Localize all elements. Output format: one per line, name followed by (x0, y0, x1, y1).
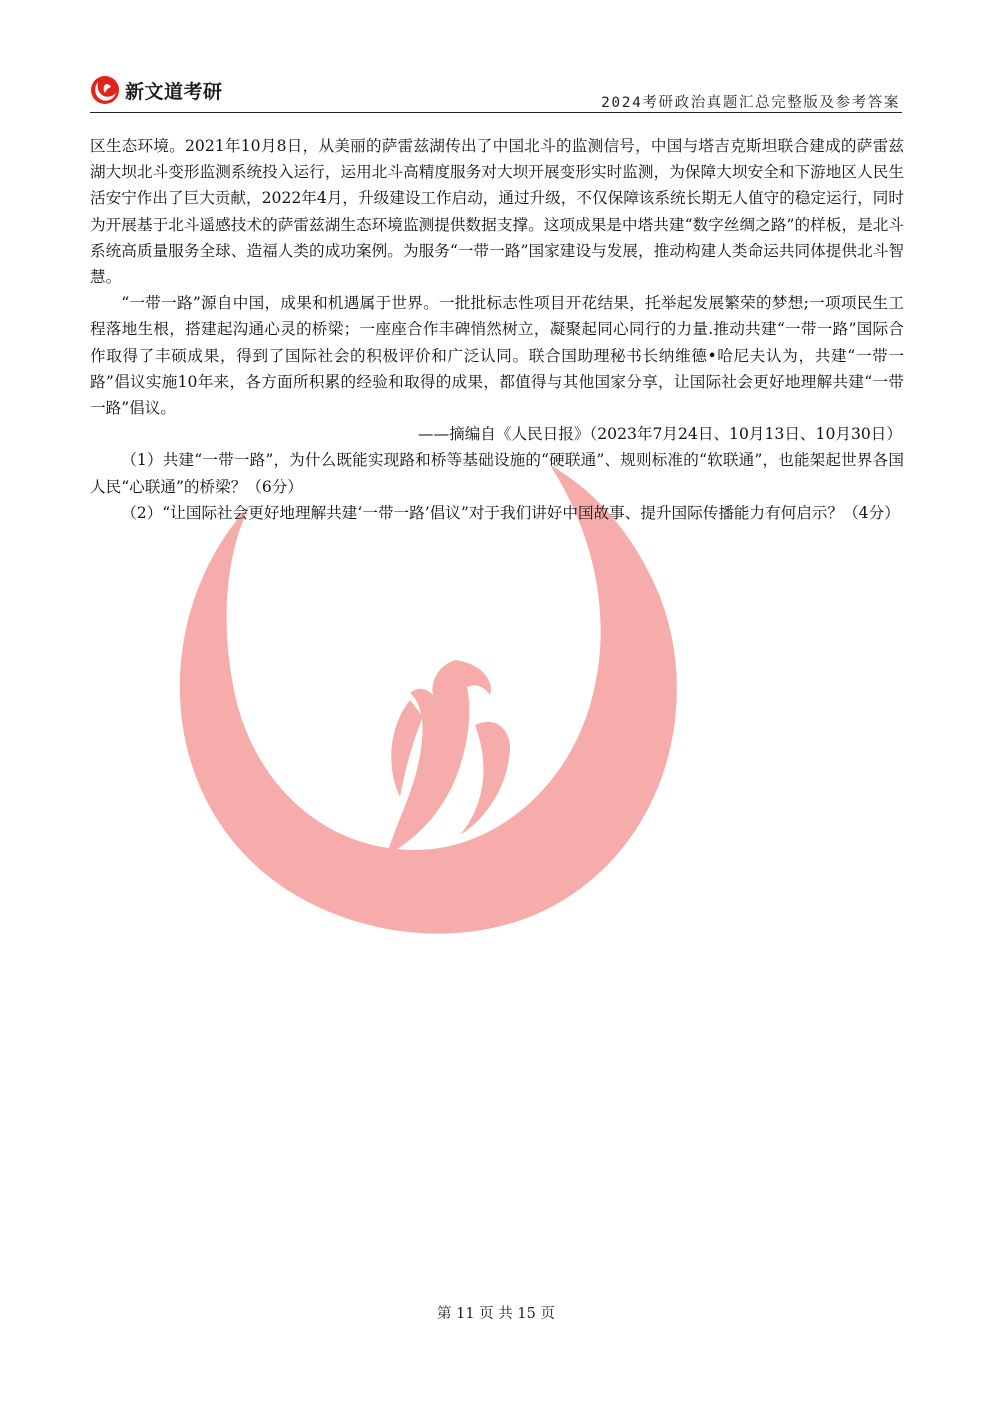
main-content (90, 133, 904, 526)
page-number: 第 11 页 共 15 页 (437, 1306, 555, 1322)
document-title: 2024考研政治真题汇总完整版及参考答案 (601, 95, 900, 111)
question-2: （2）“让国际社会更好地理解共建‘一带一路’倡议”对于我们讲好中国故事、提升国际传播能力有何启示？（4分） (121, 503, 900, 522)
body-paragraph-2: “一带一路”源自中国，成果和机遇属于世界。一批批标志性项目开花结果，托举起发展繁荣的梦想;一项项民生工程落地生根，搭建起沟通心灵的桥梁；一座座合作丰碑悄然树立，凝聚起同心同行的力量.推动共建“一带一路”国际合作取得了丰硕成果，得到了国际社会的积极评价和广泛认同。联合国助理秘书长纳维德•哈尼夫认为，共建“一带一路”倡议实施10年来，各方面所积累的经验和取得的成果，都值得与其他国家分享，让国际社会更好地理解共建“一带一路”倡议。 (90, 294, 904, 418)
page-header (90, 72, 902, 113)
question-1: （1）共建“一带一路”，为什么既能实现路和桥等基础设施的“硬联通”、规则标准的“软联通”，也能架起世界各国人民“心联通”的桥梁？（6分） (90, 451, 904, 496)
brand-name: 新文道考研 (125, 80, 223, 103)
brand-logo (90, 74, 223, 106)
source-citation: ——摘编自《人民日报》（2023年7月24日、10月13日、10月30日） (417, 425, 902, 444)
phoenix-logo-icon (90, 75, 120, 105)
body-paragraph-1: 区生态环境。2021年10月8日，从美丽的萨雷兹湖传出了中国北斗的监测信号，中国与塔吉克斯坦联合建成的萨雷兹湖大坝北斗变形监测系统投入运行，运用北斗高精度服务对大坝开展变形实时监测，为保障大坝安全和下游地区人民生活安宁作出了巨大贡献，2022年4月，升级建设工作启动，通过升级，不仅保障该系统长期无人值守的稳定运行，同时为开展基于北斗遥感技术的萨雷兹湖生态环境监测提供数据支撑。这项成果是中塔共建“数字丝绸之路”的样板，是北斗系统高质量服务全球、造福人类的成功案例。为服务“一带一路”国家建设与发展，推动构建人类命运共同体提供北斗智慧。 (90, 137, 904, 287)
